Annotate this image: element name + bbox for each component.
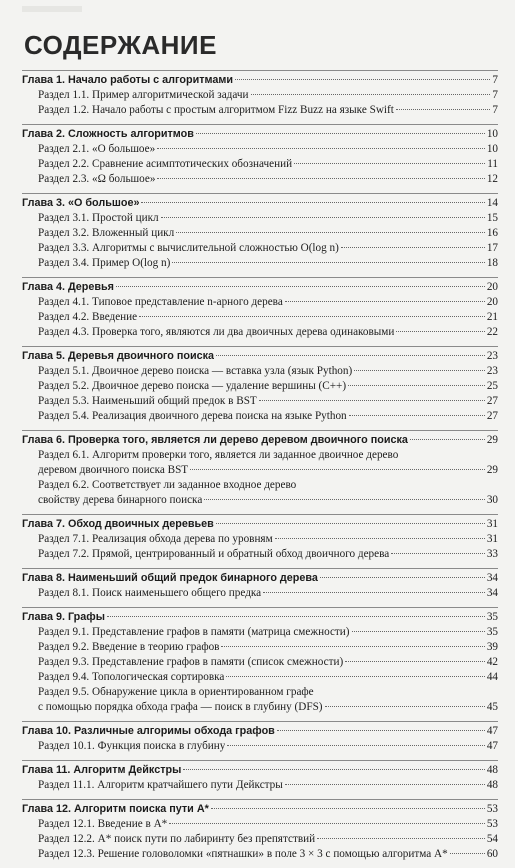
chapter-entry-title: Глава 5. Деревья двоичного поиска xyxy=(22,350,215,362)
dot-leader xyxy=(216,355,485,356)
dot-leader xyxy=(354,370,485,371)
section-entry-title: Раздел 9.2. Введение в теорию графов xyxy=(38,641,220,653)
chapter-entry-title: Глава 12. Алгоритм поиска пути А* xyxy=(22,803,209,815)
section-entry-continued-page-number: 45 xyxy=(486,701,498,713)
chapter-entry[interactable] xyxy=(22,73,498,88)
section-entry[interactable] xyxy=(22,847,498,862)
section-entry-title: Раздел 12.1. Введение в А* xyxy=(38,818,168,830)
chapter-entry[interactable] xyxy=(22,724,498,739)
section-entry-title: Раздел 7.1. Реализация обхода дерева по уровням xyxy=(38,533,273,545)
section-entry-continued-title: деревом двоичного поиска BST xyxy=(38,464,189,476)
dot-leader xyxy=(183,769,485,770)
page-edge-mark xyxy=(22,6,82,12)
dot-leader xyxy=(345,661,485,662)
section-entry-continued[interactable] xyxy=(22,493,498,508)
section-entry-title: Раздел 5.1. Двоичное дерево поиска — вставка узла (язык Python) xyxy=(38,365,353,377)
dot-leader xyxy=(275,538,485,539)
dot-leader xyxy=(396,109,491,110)
section-entry-page-number: 7 xyxy=(492,104,498,116)
dot-leader xyxy=(285,784,485,785)
dot-leader xyxy=(259,400,485,401)
section-entry-continued-page-number: 29 xyxy=(486,464,498,476)
chapter-entry-page-number: 20 xyxy=(486,281,498,293)
section-entry-title: Раздел 9.1. Представление графов в памяти (матрица смежности) xyxy=(38,626,350,638)
section-entry[interactable] xyxy=(22,832,498,847)
chapter-entry-title: Глава 11. Алгоритм Дейкстры xyxy=(22,764,182,776)
chapter-entry-title: Глава 10. Различные алгоримы обхода графов xyxy=(22,725,275,737)
chapter-entry-page-number: 29 xyxy=(486,434,498,446)
chapter-entry-page-number: 31 xyxy=(486,518,498,530)
dot-leader xyxy=(172,262,484,263)
chapter-block xyxy=(22,346,498,424)
dot-leader xyxy=(294,163,485,164)
chapter-entry-title: Глава 9. Графы xyxy=(22,611,105,623)
chapter-entry-title: Глава 3. «O большое» xyxy=(22,197,140,209)
section-entry-title: Раздел 3.4. Пример O(log n) xyxy=(38,257,171,269)
chapter-block xyxy=(22,799,498,862)
dot-leader xyxy=(235,79,490,80)
chapter-entry-title: Глава 2. Сложность алгоритмов xyxy=(22,128,194,140)
section-entry[interactable] xyxy=(22,625,498,640)
section-entry-continued-title: свойству дерева бинарного поиска xyxy=(38,494,203,506)
section-entry-title: Раздел 6.1. Алгоритм проверки того, является ли заданное двоичное дерево xyxy=(38,449,399,461)
section-entry-title: Раздел 5.3. Наименьший общий предок в BST xyxy=(38,395,257,407)
dot-leader xyxy=(349,415,485,416)
section-entry[interactable] xyxy=(22,379,498,394)
section-entry-title: Раздел 4.2. Введение xyxy=(38,311,138,323)
section-entry-title: Раздел 5.2. Двоичное дерево поиска — удаление вершины (C++) xyxy=(38,380,347,392)
section-entry-title: Раздел 11.1. Алгоритм кратчайшего пути Дейкстры xyxy=(38,779,283,791)
section-entry-title: Раздел 12.3. Решение головоломки «пятнашки» в поле 3 × 3 с помощью алгоритма А* xyxy=(38,848,448,860)
dot-leader xyxy=(352,631,485,632)
dot-leader xyxy=(221,646,484,647)
chapter-entry[interactable] xyxy=(22,127,498,142)
section-entry[interactable] xyxy=(22,241,498,256)
dot-leader xyxy=(190,469,485,470)
chapter-entry[interactable] xyxy=(22,349,498,364)
chapter-block xyxy=(22,124,498,187)
chapter-entry-page-number: 35 xyxy=(486,611,498,623)
chapter-entry[interactable] xyxy=(22,280,498,295)
chapter-block xyxy=(22,607,498,715)
section-entry-title: Раздел 12.2. А* поиск пути по лабиринту без препятствий xyxy=(38,833,316,845)
section-entry[interactable] xyxy=(22,226,498,241)
section-entry-page-number: 33 xyxy=(486,548,498,560)
chapter-entry-page-number: 10 xyxy=(486,128,498,140)
dot-leader xyxy=(348,385,485,386)
section-entry[interactable] xyxy=(22,142,498,157)
chapter-entry-title: Глава 1. Начало работы с алгоритмами xyxy=(22,74,233,86)
chapter-block xyxy=(22,568,498,601)
section-entry-title: Раздел 3.1. Простой цикл xyxy=(38,212,159,224)
section-entry-page-number: 25 xyxy=(486,380,498,392)
dot-leader xyxy=(141,202,484,203)
dot-leader xyxy=(317,838,485,839)
section-entry-title: Раздел 1.1. Пример алгоритмической задачи xyxy=(38,89,249,101)
section-entry[interactable] xyxy=(22,310,498,325)
section-entry[interactable] xyxy=(22,103,498,118)
section-entry[interactable] xyxy=(22,409,498,424)
chapter-entry[interactable] xyxy=(22,433,498,448)
chapter-block xyxy=(22,70,498,118)
section-entry[interactable] xyxy=(22,256,498,271)
section-entry-title: Раздел 9.4. Топологическая сортировка xyxy=(38,671,225,683)
chapter-entry-title: Глава 8. Наименьший общий предок бинарного дерева xyxy=(22,572,318,584)
section-entry[interactable] xyxy=(22,532,498,547)
section-entry-title: Раздел 4.1. Типовое представление n-арного дерева xyxy=(38,296,283,308)
dot-leader xyxy=(157,178,484,179)
dot-leader xyxy=(176,232,485,233)
dot-leader xyxy=(226,676,484,677)
chapter-entry-page-number: 14 xyxy=(486,197,498,209)
dot-leader xyxy=(277,730,485,731)
dot-leader xyxy=(341,247,485,248)
section-entry-page-number: 10 xyxy=(486,143,498,155)
dot-leader xyxy=(320,577,485,578)
dot-leader xyxy=(325,706,485,707)
chapter-block xyxy=(22,193,498,271)
section-entry-title: Раздел 1.2. Начало работы с простым алгоритмом Fizz Buzz на языке Swift xyxy=(38,104,394,116)
section-entry-continued[interactable] xyxy=(22,700,498,715)
section-entry-title: Раздел 8.1. Поиск наименьшего общего предка xyxy=(38,587,262,599)
section-entry[interactable] xyxy=(22,172,498,187)
chapter-entry[interactable] xyxy=(22,196,498,211)
section-entry-page-number: 27 xyxy=(486,395,498,407)
section-entry[interactable] xyxy=(22,778,498,793)
chapter-entry-title: Глава 7. Обход двоичных деревьев xyxy=(22,518,214,530)
chapter-entry[interactable] xyxy=(22,763,498,778)
section-entry-title: Раздел 4.3. Проверка того, являются ли два двоичных дерева одинаковыми xyxy=(38,326,395,338)
section-entry[interactable] xyxy=(22,670,498,685)
section-entry-page-number: 42 xyxy=(486,656,498,668)
section-entry-title: Раздел 3.3. Алгоритмы с вычислительной сложностью O(log n) xyxy=(38,242,339,254)
chapter-block xyxy=(22,430,498,508)
section-entry-page-number: 53 xyxy=(486,818,498,830)
chapter-entry-page-number: 53 xyxy=(486,803,498,815)
section-entry-page-number: 54 xyxy=(486,833,498,845)
section-entry[interactable] xyxy=(22,88,498,103)
section-entry[interactable] xyxy=(22,295,498,310)
section-entry-continued[interactable] xyxy=(22,463,498,478)
section-entry[interactable] xyxy=(22,325,498,340)
dot-leader xyxy=(204,499,485,500)
dot-leader xyxy=(396,331,484,332)
chapter-entry-title: Глава 6. Проверка того, является ли дерево деревом двоичного поиска xyxy=(22,434,408,446)
section-entry-page-number: 11 xyxy=(487,158,498,170)
section-entry-title: Раздел 2.2. Сравнение асимптотических обозначений xyxy=(38,158,293,170)
dot-leader xyxy=(196,133,485,134)
section-entry-page-number: 7 xyxy=(492,89,498,101)
section-entry[interactable] xyxy=(22,364,498,379)
section-entry[interactable] xyxy=(22,448,498,463)
chapter-entry-page-number: 34 xyxy=(486,572,498,584)
section-entry-title: Раздел 10.1. Функция поиска в глубину xyxy=(38,740,226,752)
section-entry-page-number: 21 xyxy=(486,311,498,323)
dot-leader xyxy=(107,616,485,617)
section-entry-page-number: 20 xyxy=(486,296,498,308)
section-entry-title: Раздел 2.1. «O большое» xyxy=(38,143,156,155)
section-entry-title: Раздел 9.3. Представление графов в памяти (список смежности) xyxy=(38,656,344,668)
chapter-entry-page-number: 7 xyxy=(492,74,498,86)
chapter-block xyxy=(22,760,498,793)
section-entry-page-number: 22 xyxy=(486,326,498,338)
dot-leader xyxy=(161,217,485,218)
section-entry-title: Раздел 6.2. Соответствует ли заданное входное дерево xyxy=(38,479,297,491)
section-entry-page-number: 27 xyxy=(486,410,498,422)
section-entry[interactable] xyxy=(22,817,498,832)
section-entry[interactable] xyxy=(22,685,498,700)
chapter-entry-title: Глава 4. Деревья xyxy=(22,281,114,293)
section-entry-page-number: 23 xyxy=(486,365,498,377)
dot-leader xyxy=(285,301,485,302)
section-entry-page-number: 15 xyxy=(486,212,498,224)
section-entry-page-number: 31 xyxy=(486,533,498,545)
chapter-block xyxy=(22,514,498,562)
dot-leader xyxy=(391,553,485,554)
chapter-entry[interactable] xyxy=(22,571,498,586)
dot-leader xyxy=(227,745,484,746)
chapter-entry-page-number: 48 xyxy=(486,764,498,776)
dot-leader xyxy=(410,439,485,440)
section-entry-page-number: 12 xyxy=(486,173,498,185)
section-entry-title: Раздел 9.5. Обнаружение цикла в ориентированном графе xyxy=(38,686,314,698)
section-entry-page-number: 39 xyxy=(486,641,498,653)
dot-leader xyxy=(251,94,491,95)
dot-leader xyxy=(139,316,485,317)
section-entry[interactable] xyxy=(22,655,498,670)
section-entry-title: Раздел 3.2. Вложенный цикл xyxy=(38,227,175,239)
section-entry-page-number: 16 xyxy=(486,227,498,239)
section-entry-page-number: 35 xyxy=(486,626,498,638)
chapter-entry[interactable] xyxy=(22,802,498,817)
dot-leader xyxy=(450,853,485,854)
section-entry-title: Раздел 2.3. «Ω большое» xyxy=(38,173,156,185)
section-entry[interactable] xyxy=(22,478,498,493)
dot-leader xyxy=(169,823,485,824)
section-entry[interactable] xyxy=(22,394,498,409)
dot-leader xyxy=(116,286,485,287)
section-entry-page-number: 18 xyxy=(486,257,498,269)
dot-leader xyxy=(216,523,485,524)
section-entry[interactable] xyxy=(22,586,498,601)
section-entry-title: Раздел 5.4. Реализация двоичного дерева поиска на языке Python xyxy=(38,410,347,422)
chapter-block xyxy=(22,277,498,340)
section-entry[interactable] xyxy=(22,739,498,754)
section-entry[interactable] xyxy=(22,157,498,172)
section-entry-page-number: 17 xyxy=(486,242,498,254)
section-entry-title: Раздел 7.2. Прямой, центрированный и обратный обход двоичного дерева xyxy=(38,548,390,560)
section-entry-page-number: 48 xyxy=(486,779,498,791)
dot-leader xyxy=(211,808,485,809)
chapter-entry[interactable] xyxy=(22,517,498,532)
section-entry-continued-title: с помощью порядка обхода графа — поиск в глубину (DFS) xyxy=(38,701,323,713)
chapter-block xyxy=(22,721,498,754)
page-title: СОДЕРЖАНИЕ xyxy=(24,30,217,60)
chapter-entry[interactable] xyxy=(22,610,498,625)
book-page xyxy=(22,0,498,860)
section-entry-page-number: 47 xyxy=(486,740,498,752)
section-entry-page-number: 60 xyxy=(486,848,498,860)
chapter-entry-page-number: 47 xyxy=(486,725,498,737)
dot-leader xyxy=(157,148,485,149)
table-of-contents xyxy=(22,70,498,868)
section-entry-page-number: 34 xyxy=(486,587,498,599)
dot-leader xyxy=(263,592,485,593)
section-entry-page-number: 44 xyxy=(486,671,498,683)
section-entry[interactable] xyxy=(22,211,498,226)
section-entry[interactable] xyxy=(22,547,498,562)
section-entry-continued-page-number: 30 xyxy=(486,494,498,506)
section-entry[interactable] xyxy=(22,640,498,655)
chapter-entry-page-number: 23 xyxy=(486,350,498,362)
